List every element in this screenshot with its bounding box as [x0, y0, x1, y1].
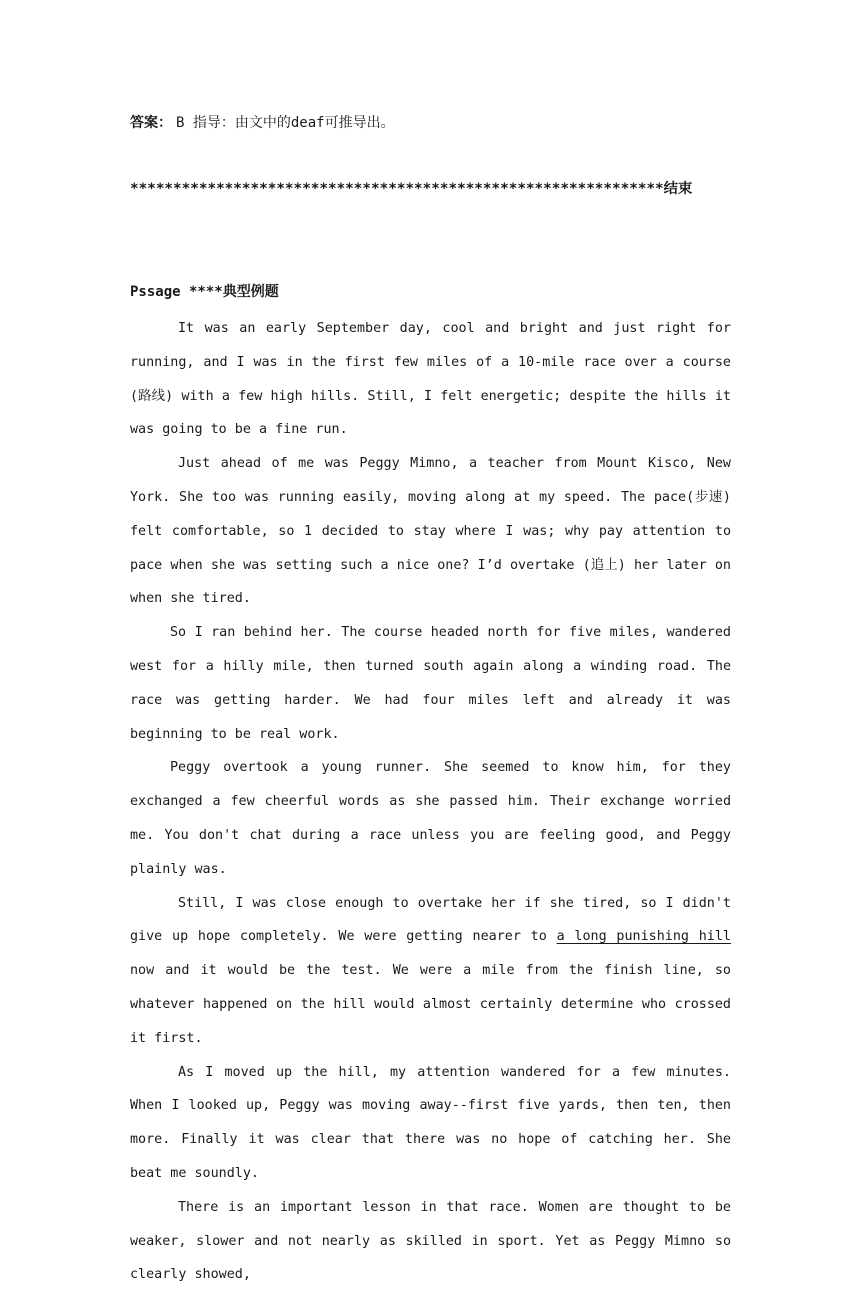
paragraph-text-before: Still, I was close enough to overtake her if she tired, so I didn't give up hope completely. We were getting nearer to [130, 895, 731, 945]
passage-paragraph: Peggy overtook a young runner. She seemed to know him, for they exchanged a few cheerful words as she passed him. Their exchange worried me. You don't chat during a race unless you are feeling good, and Peggy plainly was. [130, 760, 731, 877]
passage-paragraph: It was an early September day, cool and bright and just right for running, and I was in the first few miles of a 10-mile race over a course (路线) with a few high hills. Still, I felt energetic; despite the hills it was going to be a fine run. [130, 321, 731, 438]
passage-paragraph [130, 887, 731, 1056]
paragraph-text-after: now and it would be the test. We were a mile from the finish line, so whatever happened on the hill would almost certainly determine who crossed it first. [130, 963, 731, 1046]
answer-label: 答案： [130, 115, 172, 131]
answer-text: B 指导：由文中的deaf可推导出。 [176, 115, 395, 131]
section-end-divider: **************************************************************结束 [130, 181, 693, 197]
passage-paragraph: Just ahead of me was Peggy Mimno, a teacher from Mount Kisco, New York. She too was running easily, moving along at my speed. The pace(步速) felt comfortable, so 1 decided to stay where I was; why pay attention to pace when she was setting such a nice one? I’d overtake (追上) her later on when she tired. [130, 456, 731, 607]
passage-paragraph: So I ran behind her. The course headed north for five miles, wandered west for a hilly mile, then turned south again along a winding road. The race was getting harder. We had four miles left and already it was beginning to be real work. [130, 625, 731, 742]
underlined-phrase: a long punishing hill [556, 929, 731, 945]
answer-line [130, 112, 395, 132]
passage-paragraph: There is an important lesson in that race. Women are thought to be weaker, slower and not nearly as skilled in sport. Yet as Peggy Mimno so clearly showed, [130, 1199, 731, 1283]
passage-heading: Pssage ****典型例题 [130, 284, 279, 300]
passage-paragraph: As I moved up the hill, my attention wandered for a few minutes. When I looked up, Peggy was moving away--first five yards, then ten, then more. Finally it was clear that there was no hope of catching her. She beat me soundly. [130, 1064, 731, 1181]
passage-body [130, 312, 731, 1292]
